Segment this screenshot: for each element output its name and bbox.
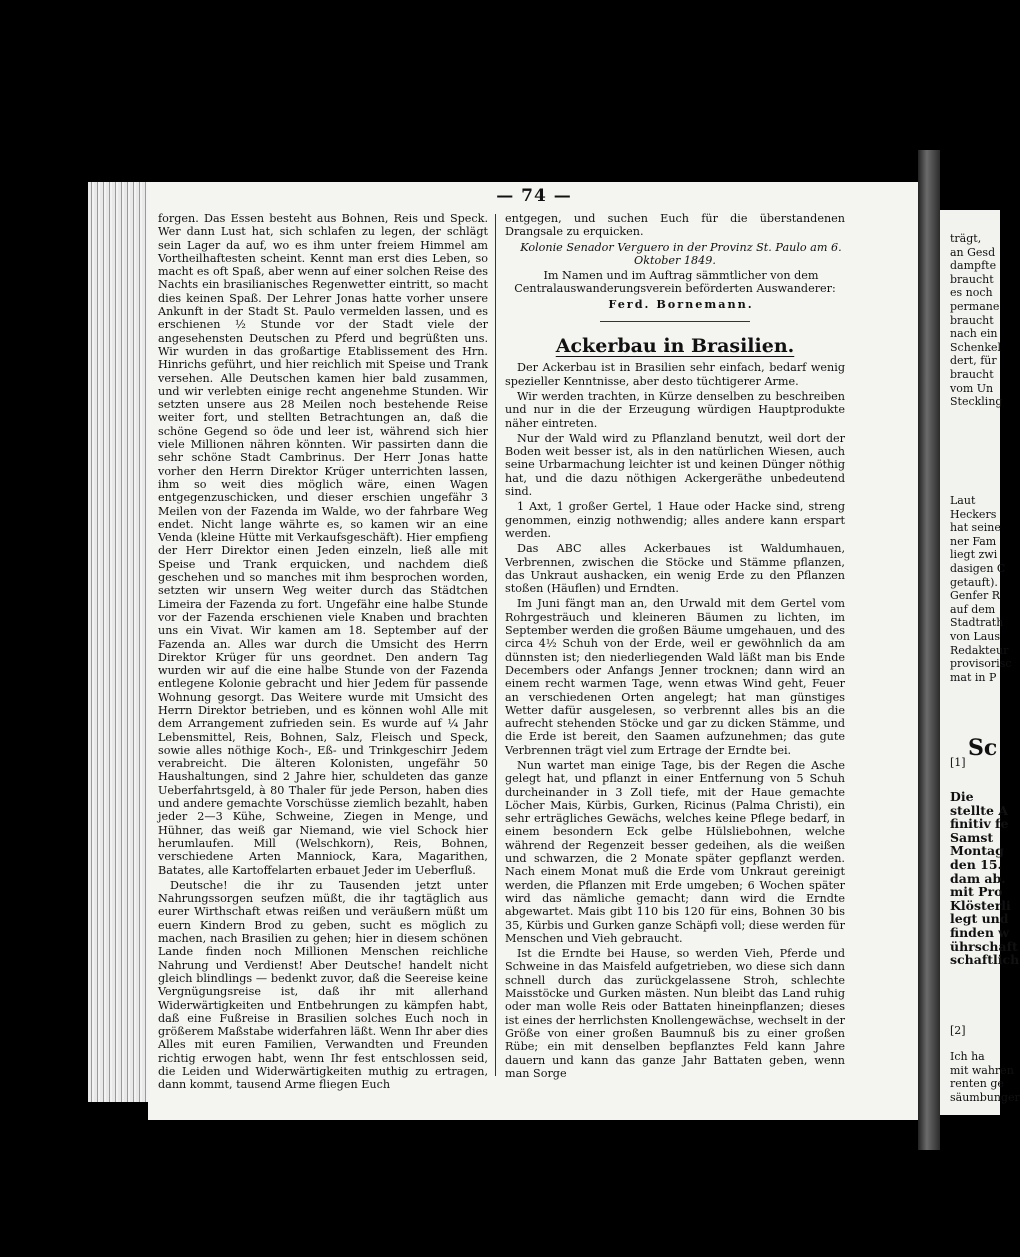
fragment-line: schaftlich xyxy=(950,952,1020,968)
fragment-line: dampfte xyxy=(950,259,997,273)
page-header xyxy=(148,186,920,206)
fragment-line: von Laus xyxy=(950,629,1001,643)
fragment-line: legt und xyxy=(950,911,1009,927)
fragment-line: braucht xyxy=(950,272,994,286)
fragment-line: auf dem xyxy=(950,602,996,616)
fragment-line: mit wahren xyxy=(950,1063,1014,1077)
signature: Ferd. Bornemann. xyxy=(608,296,754,311)
fragment-line: an Gesd xyxy=(950,245,996,259)
fragment-line: trägt, xyxy=(950,232,982,245)
paragraph: Nun wartet man einige Tage, bis der Regen die Asche gelegt hat, und pflanzt in einer Entfernung von 5 Schuh durcheinander in 3 Zoll tiefe, mit der Haue gemachte Löcher Mais, Kürbis, Gurken, Ricinus (Palma Christi), ein sehr erträgliches Gewächs, welches keine Pflege bedarf, in einem besondern Eck gelbe Hülsliebohnen, welche während der Regenzeit besser gedeihen, als die weißen und schwarzen, die 2 Monate später gepflanzt werden. Nach einem Monat muß die Erde vom Unkraut gereinigt werden, die Pflanzen mit Erde umgeben; 6 Wochen später wird das nämliche gemacht; dann wird die Erndte abgewartet. Mais gibt 110 bis 120 für eins, Bohnen 30 bis 35, Kürbis und Gurken ganze Schäpfi voll; diese werden für Menschen und Vieh gebraucht. xyxy=(505,758,845,945)
paragraph: Der Ackerbau ist in Brasilien sehr einfach, bedarf wenig spezieller Kenntnisse, aber desto tüchtigerer Arme. xyxy=(505,361,845,388)
fragment-line: nach ein xyxy=(950,327,998,341)
fragment-line: es noch xyxy=(950,286,993,300)
on-behalf-line: Im Namen und im Auftrag sämmtlicher von dem Centralauswanderungsverein beförderten Auswanderer: xyxy=(514,269,836,296)
fragment-line: dam ab. xyxy=(950,870,1006,886)
fragment-line: Samst xyxy=(950,829,994,845)
fragment-marker-2: [2] xyxy=(950,1024,966,1037)
right-column xyxy=(505,212,845,1092)
fragment-line: mit Pro xyxy=(950,884,1003,900)
fragment-line: säumbunger xyxy=(950,1090,1020,1104)
fragment-line: braucht xyxy=(950,313,994,327)
fragment-line: ührschaft xyxy=(950,938,1018,954)
separator-rule xyxy=(600,321,750,322)
fragment-line: Montag xyxy=(950,843,1004,859)
fragment-title: Sc xyxy=(968,735,998,761)
fragment-line: dert, für xyxy=(950,354,997,368)
fragment-line: Steckling xyxy=(950,395,1003,409)
left-column xyxy=(158,212,488,1092)
fragment-line: Die xyxy=(950,789,974,804)
paragraph: Im Juni fängt man an, den Urwald mit dem Gertel vom Rohrgesträuch und kleineren Bäumen zu lichten, im September werden die großen Bäume umgehauen, und des circa 4½ Schuh von der Erde, weil er gewöhnlich da am dünnsten ist; den niederliegenden Wald läßt man bis Ende Decembers oder Anfangs Jenner trocknen; dann wird an einem recht warmen Tage, wenn etwas Wind geht, Feuer an verschiedenen Orten angelegt; hat man günstiges Wetter dafür ausgelesen, so verbrennt alles bis an die aufrecht stehenden Stöcke und gar zu dicken Stämme, und die Erde ist bereit, den Saamen aufzunehmen; das gute Verbrennen trägt viel zum Ertrage der Erndte bei. xyxy=(505,597,845,757)
column-divider xyxy=(495,214,496,1076)
fragment-block-2 xyxy=(950,494,1012,684)
page-stack-edge xyxy=(88,182,150,1102)
fragment-line: dasigen C xyxy=(950,561,1006,575)
fragment-line: ner Fam xyxy=(950,534,997,548)
fragment-block-1 xyxy=(950,232,1003,409)
fragment-line: renten ge xyxy=(950,1077,1004,1091)
fragment-marker-1: [1] xyxy=(950,756,966,769)
fragment-line: hat seine xyxy=(950,521,1001,535)
fragment-line: permane xyxy=(950,299,1000,313)
fragment-line: getauft). xyxy=(950,575,998,589)
fragment-line: finitiv fe xyxy=(950,816,1009,832)
paragraph: Deutsche! die ihr zu Tausenden jetzt unter Nahrungssorgen seufzen müßt, die ihr tagtäglich aus eurer Wirthschaft etwas reißen und veräußern müßt um euern Kindern Brod zu geben, sucht es möglich zu machen, nach Brasilien zu gehen; hier in diesem schönen Lande finden noch Millionen Menschen reichliche Nahrung und Verdienst! Aber Deutsche! handelt nicht gleich blindlings — bedenkt zuvor, daß die Seereise keine Vergnügungsreise ist, daß ihr mit allerhand Widerwärtigkeiten und Entbehrungen zu kämpfen habt, daß eine Fußreise in Brasilien solches Euch noch in größerem Maßstabe widerfahren läßt. Wenn Ihr aber dies Alles mit euren Familien, Verwandten und Freunden richtig erwogen habt, wenn Ihr fest entschlossen seid, die Leiden und Widerwärtigkeiten muthig zu ertragen, dann kommt, tausend Arme fliegen Euch xyxy=(158,878,488,1092)
fragment-line: Genfer R xyxy=(950,589,1000,603)
fragment-line: finden w xyxy=(950,924,1010,940)
dateline: Kolonie Senador Verguero in der Provinz St. Paulo am 6. Oktober 1849. xyxy=(520,240,842,267)
paragraph: forgen. Das Essen besteht aus Bohnen, Reis und Speck. Wer dann Lust hat, sich schlafen zu legen, der schlägt sein Lager da auf, wo es ihm unter freiem Himmel am Vortheilhaftesten scheint. Kennt man erst dies Leben, so macht es oft Spaß, aber wenn auf einer solchen Reise des Nachts ein brasilianisches Regenwetter eintritt, so macht dies keinen Spaß. Der Lehrer Jonas hatte vorher unsere Ankunft in der Stadt St. Paulo vermelden lassen, und es erschienen ½ Stunde vor der Stadt viele der angesehensten Deutschen zu Pferd und begrüßten uns. Wir wurden in das großartige Etablissement des Hrn. Hinrichs geführt, und hier reichlich mit Speise und Trank versehen. Alle Deutschen kamen hier bald zusammen, und wir verlebten einige recht angenehme Stunden. Wir setzten unsere aus 28 Meilen noch bestehende Reise weiter fort, und stellten Betrachtungen an, daß die schöne Gegend so öde und leer ist, während sich hier viele Millionen nähren könnten. Wir passirten dann die sehr schöne Stadt Cambrinus. Der Herr Jonas hatte vorher den Herrn Direktor Krüger unterrichten lassen, ihm so weit dies möglich wäre, einen Wagen entgegenzuschicken, und dieser erschien ungefähr 3 Meilen von der Fazenda im Walde, wo der fahrbare Weg endet. Nicht lange währte es, so kamen wir an eine Venda (kleine Hütte mit Verkaufsgeschäft). Hier empfieng der Herr Direktor einen Jeden einzeln, ließ alle mit Speise und Trank erquicken, und nachdem dieß geschehen und so manches mit ihm besprochen worden, setzten wir unsern Weg weiter durch das Städtchen Limeira der Fazenda zu fort. Ungefähr eine halbe Stunde vor der Fazenda erschienen viele Knaben und brachten uns ein Vivat. Wir kamen am 18. September auf der Fazenda an. Alles war durch die Umsicht des Herrn Direktor Krüger für uns geordnet. Den andern Tag wurden wir auf die eine halbe Stunde von der Fazenda entlegene Kolonie gebracht und hier Jedem für passende Wohnung gesorgt. Das Weitere wurde mit Umsicht des Herrn Direktor betrieben, und es können wohl Alle mit dem Arrangement zufrieden sein. Es wurde auf ¼ Jahr Lebensmittel, Reis, Bohnen, Salz, Fleisch und Speck, sowie alles nöthige Koch-, Eß- und Trinkgeschirr Jedem verabreicht. Die älteren Kolonisten, ungefähr 50 Haushaltungen, sind 2 Jahre hier, schuldeten das ganze Ueberfahrtsgeld, à 80 Thaler für jede Person, haben dies und andere gemachte Vorschüsse ziemlich bezahlt, haben jeder 2—3 Kühe, Schweine, Ziegen in Menge, und Hühner, das weiß gar Niemand, wie viel Schock hier herumlaufen. Mill (Welschkorn), Reis, Bohnen, verschiedene Arten Manniock, Kara, Magarithen, Batates, alle Kartoffelarten erbauet Jeder im Ueberfluß. xyxy=(158,212,488,877)
paragraph: Wir werden trachten, in Kürze denselben zu beschreiben und nur in die der Erzeugung würdigen Hauptprodukte näher eintreten. xyxy=(505,389,845,430)
fragment-line: Redakteur xyxy=(950,643,1009,657)
paragraph: Nur der Wald wird zu Pflanzland benutzt, weil dort der Boden weit besser ist, als in den natürlichen Wiesen, auch seine Urbarmachung leichter ist und keinen Dünger nöthig hat, und die dazu nöthigen Ackergeräthe unbedeutend sind. xyxy=(505,431,845,499)
fragment-line: Stadtrath xyxy=(950,616,1004,630)
fragment-line: provisorisc xyxy=(950,657,1012,671)
book-gutter xyxy=(918,150,940,1150)
fragment-line: liegt zwi xyxy=(950,548,998,562)
fragment-line: Schenkel xyxy=(950,340,1002,354)
fragment-line: Ich ha xyxy=(950,1050,985,1063)
fragment-line: Laut xyxy=(950,494,976,507)
fragment-line: braucht xyxy=(950,367,994,381)
fragment-line: stellte A xyxy=(950,802,1009,818)
paragraph: 1 Axt, 1 großer Gertel, 1 Haue oder Hacke sind, streng genommen, einzig nothwendig; alles andere kann erspart werden. xyxy=(505,500,845,540)
fragment-line: vom Un xyxy=(950,381,994,395)
page-number: — 74 — xyxy=(496,186,572,206)
article-heading: Ackerbau in Brasilien. xyxy=(555,335,795,358)
fragment-line: Heckers xyxy=(950,507,997,521)
paragraph: Ist die Erndte bei Hause, so werden Vieh, Pferde und Schweine in das Maisfeld aufgetrieben, wo diese sich dann schnell durch das zurückgelassene Stroh, schlechte Maisstöcke und Gurken mästen. Nun bleibt das Land ruhig oder man wolle Reis oder Battaten hineinpflanzen; dieses ist eines der herrlichsten Knollengewächse, wechselt in der Größe von einer großen Baumnuß bis zu einer großen Rübe; ein mit denselben bepflanztes Feld kann Jahre dauern und kann das ganze Jahr Battaten geben, wenn man Sorge xyxy=(505,947,845,1080)
fragment-line: mat in P xyxy=(950,670,997,684)
fragment-block-4 xyxy=(950,1050,1020,1104)
fragment-line: Klösterli xyxy=(950,897,1011,913)
fragment-line: den 15. xyxy=(950,856,1002,872)
fragment-block-3 xyxy=(950,789,1020,968)
paragraph: entgegen, und suchen Euch für die überstandenen Drangsale zu erquicken. xyxy=(505,212,845,239)
paragraph: Das ABC alles Ackerbaues ist Waldumhauen, Verbrennen, zwischen die Stöcke und Stämme pflanzen, das Unkraut aushacken, ein wenig Erde zu den Pflanzen stoßen (Häuflen) und Erndten. xyxy=(505,542,845,596)
